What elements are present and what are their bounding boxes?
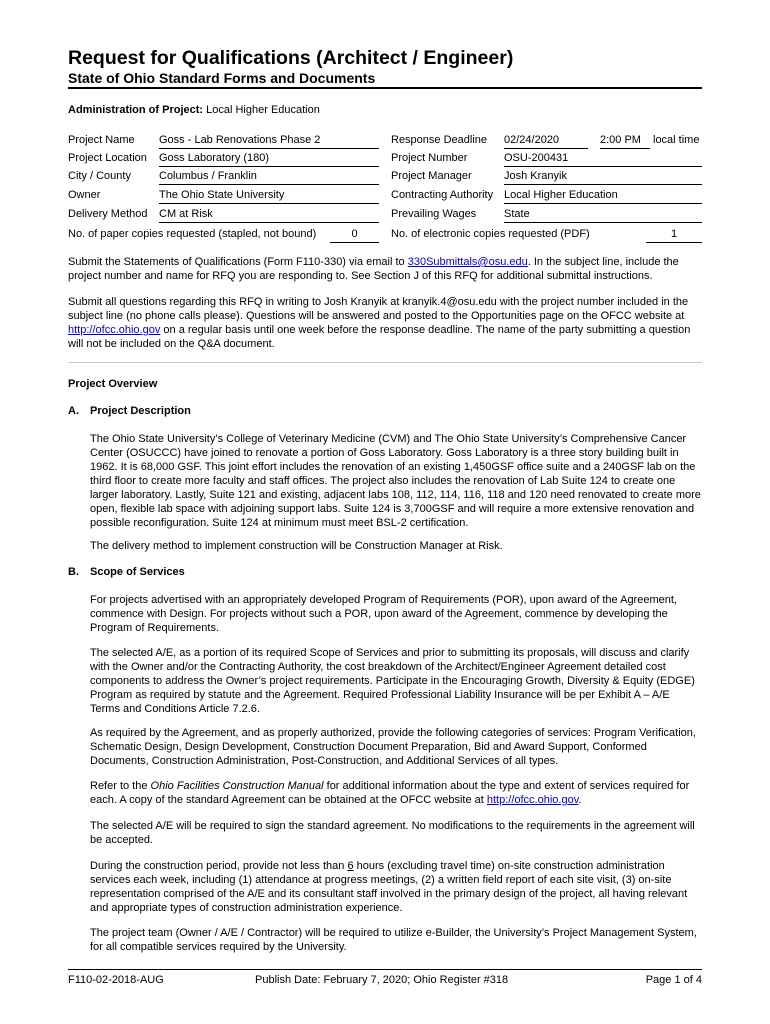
submit-text-a: Submit the Statements of Qualifications (Form F110-330) via email to bbox=[68, 256, 408, 268]
field-row-5 bbox=[68, 208, 702, 224]
administration-value: Local Higher Education bbox=[206, 104, 320, 116]
project-manager-label: Project Manager bbox=[391, 170, 472, 182]
project-name-value: Goss - Lab Renovations Phase 2 bbox=[159, 134, 379, 149]
section-b-number: B. bbox=[68, 566, 79, 578]
project-number-value: OSU-200431 bbox=[504, 152, 702, 167]
owner-label: Owner bbox=[68, 189, 101, 201]
owner-value: The Ohio State University bbox=[159, 189, 379, 204]
response-deadline-time: 2:00 PM bbox=[600, 134, 650, 149]
paper-copies-value: 0 bbox=[330, 228, 379, 243]
publish-date: Publish Date: February 7, 2020; Ohio Register #318 bbox=[255, 974, 509, 986]
project-overview-heading: Project Overview bbox=[68, 378, 158, 390]
scope-paragraph-5: The selected A/E will be required to sign the standard agreement. No modifications to the requirements in the agreement will be accepted. bbox=[90, 820, 695, 846]
scope-paragraph-3: As required by the Agreement, and as properly authorized, provide the following categories of services: Program Verification, Schematic Design, Design Development, Construction Document Preparation, Bid and Award Support, Conformed Documents, Construction Administration, Post-Construction, and Additional Services of all types. bbox=[90, 727, 696, 767]
field-row-4 bbox=[68, 189, 702, 205]
section-b-heading bbox=[68, 566, 185, 578]
electronic-copies-value: 1 bbox=[646, 228, 702, 243]
questions-paragraph bbox=[68, 295, 702, 351]
section-a-heading bbox=[68, 405, 191, 417]
field-row-6 bbox=[68, 228, 702, 244]
delivery-method-paragraph: The delivery method to implement construction will be Construction Manager at Risk. bbox=[90, 540, 503, 552]
ofcc-agreement-link[interactable]: http://ofcc.ohio.gov bbox=[486, 794, 579, 806]
administration-line bbox=[68, 104, 320, 116]
document-subtitle: State of Ohio Standard Forms and Documents bbox=[68, 70, 376, 86]
submit-text-b: . In the subject line, include the project number and name for RFQ you are responding to. See Section J of this RFQ for additional submittal instructions. bbox=[68, 256, 679, 282]
local-time-label: local time bbox=[653, 134, 700, 146]
section-a-number: A. bbox=[68, 405, 79, 417]
ca-text-a: During the construction period, provide not less than bbox=[90, 860, 348, 872]
section-divider bbox=[68, 362, 702, 363]
scope-paragraph-1: For projects advertised with an appropriately developed Program of Requirements (POR), upon award of the Agreement, commence with Design. For projects without such a POR, upon award of the Agreement, commence by developing the Program of Requirements. bbox=[90, 594, 677, 634]
project-number-label: Project Number bbox=[391, 152, 468, 164]
electronic-copies-label: No. of electronic copies requested (PDF) bbox=[391, 228, 590, 240]
scope-paragraph-4 bbox=[90, 779, 702, 807]
paper-copies-label: No. of paper copies requested (stapled, not bound) bbox=[68, 228, 317, 240]
title-rule bbox=[68, 87, 702, 89]
delivery-method-label: Delivery Method bbox=[68, 208, 148, 220]
project-description-paragraph: The Ohio State University’s College of Veterinary Medicine (CVM) and The Ohio State University’s Comprehensive Cancer Center (OSUCCC) have joined to renovate a portion of Goss Laboratory. Goss Laboratory is a three story building built in 1962. It is 68,000 GSF. This joint effort includes the renovation of an existing 1,450GSF office suite and a 240GSF lab on the third floor to create more faculty and staff offices. The project also includes the renovation of Lab Suite 124 to create one larger laboratory. Lastly, Suite 121 and existing, adjacent labs 108, 112, 114, 116, 118 and 120 need renovated to create more open, flexible lab space with adjoining support labs. Suite 124 is 3,700GSF and will require a more extensive renovation and possible reconfiguration. Suite 124 at minimum must meet BSL-2 certification. bbox=[90, 433, 701, 529]
administration-label: Administration of Project: bbox=[68, 104, 204, 116]
prevailing-wages-value: State bbox=[504, 208, 702, 223]
ca-text-b: hours (excluding travel time) on-site construction administration services each week, including (1) attendance at progress meetings, (2) a written field report of each site visit, (3) on-site representation comprised of the A/E and its consultant staff involved in the primary design of the project, all having relevant and appropriate types of construction administration experience. bbox=[90, 860, 688, 914]
section-a-title: Project Description bbox=[90, 405, 191, 417]
manual-text-b: for additional information about the type and extent of services required for each. A copy of the standard Agreement can be obtained at the OFCC website at bbox=[90, 780, 690, 806]
prevailing-wages-label: Prevailing Wages bbox=[391, 208, 477, 220]
manual-title: Ohio Facilities Construction Manual bbox=[150, 780, 324, 792]
section-b-title: Scope of Services bbox=[90, 566, 185, 578]
project-name-label: Project Name bbox=[68, 134, 135, 146]
scope-paragraph-6 bbox=[90, 859, 702, 915]
submit-instructions-paragraph bbox=[68, 255, 702, 283]
manual-text-c: . bbox=[578, 794, 582, 806]
project-location-label: Project Location bbox=[68, 152, 147, 164]
city-county-label: City / County bbox=[68, 170, 131, 182]
field-row-3 bbox=[68, 170, 702, 186]
page-number: Page 1 of 4 bbox=[645, 974, 702, 986]
form-id: F110-02-2018-AUG bbox=[68, 974, 164, 986]
delivery-method-value: CM at Risk bbox=[159, 208, 379, 223]
scope-paragraph-2: The selected A/E, as a portion of its required Scope of Services and prior to submitting its proposals, will discuss and clarify with the Owner and/or the Contracting Authority, the cost breakdown of the Architect/Engineer Agreement detailed cost components to address the Owner’s project requirements. Participate in the Encouraging Growth, Diversity & Equity (EDGE) Program as required by statute and the Agreement. Required Professional Liability Insurance will be per Exhibit A – A/E Terms and Conditions Article 7.2.6. bbox=[90, 647, 695, 715]
page-footer bbox=[68, 974, 702, 988]
field-row-2 bbox=[68, 152, 702, 168]
response-deadline-label: Response Deadline bbox=[391, 134, 488, 146]
manual-text-a: Refer to the bbox=[90, 780, 151, 792]
footer-rule bbox=[68, 969, 702, 970]
contracting-authority-value: Local Higher Education bbox=[504, 189, 702, 204]
ca-hours-value: 6 bbox=[347, 860, 354, 872]
submittals-email-link[interactable]: 330Submittals@osu.edu bbox=[407, 256, 528, 268]
scope-paragraph-7: The project team (Owner / A/E / Contractor) will be required to utilize e-Builder, the University’s Project Management System, for all compatible services required by the University. bbox=[90, 927, 697, 953]
questions-text-a: Submit all questions regarding this RFQ in writing to Josh Kranyik at kranyik.4@osu.edu with the project number included in the subject line (no phone calls please). Questions will be answered and posted to the Opportunities page on the OFCC website at bbox=[68, 296, 689, 322]
project-manager-value: Josh Kranyik bbox=[504, 170, 702, 185]
document-title: Request for Qualifications (Architect / Engineer) bbox=[68, 47, 514, 69]
ofcc-website-link[interactable]: http://ofcc.ohio.gov bbox=[68, 324, 161, 336]
project-location-value: Goss Laboratory (180) bbox=[159, 152, 379, 167]
response-deadline-date: 02/24/2020 bbox=[504, 134, 588, 149]
city-county-value: Columbus / Franklin bbox=[159, 170, 379, 185]
questions-text-b: on a regular basis until one week before the response deadline. The name of the party submitting a question will not be included on the Q&A document. bbox=[68, 324, 691, 350]
contracting-authority-label: Contracting Authority bbox=[391, 189, 494, 201]
field-row-1 bbox=[68, 134, 702, 150]
